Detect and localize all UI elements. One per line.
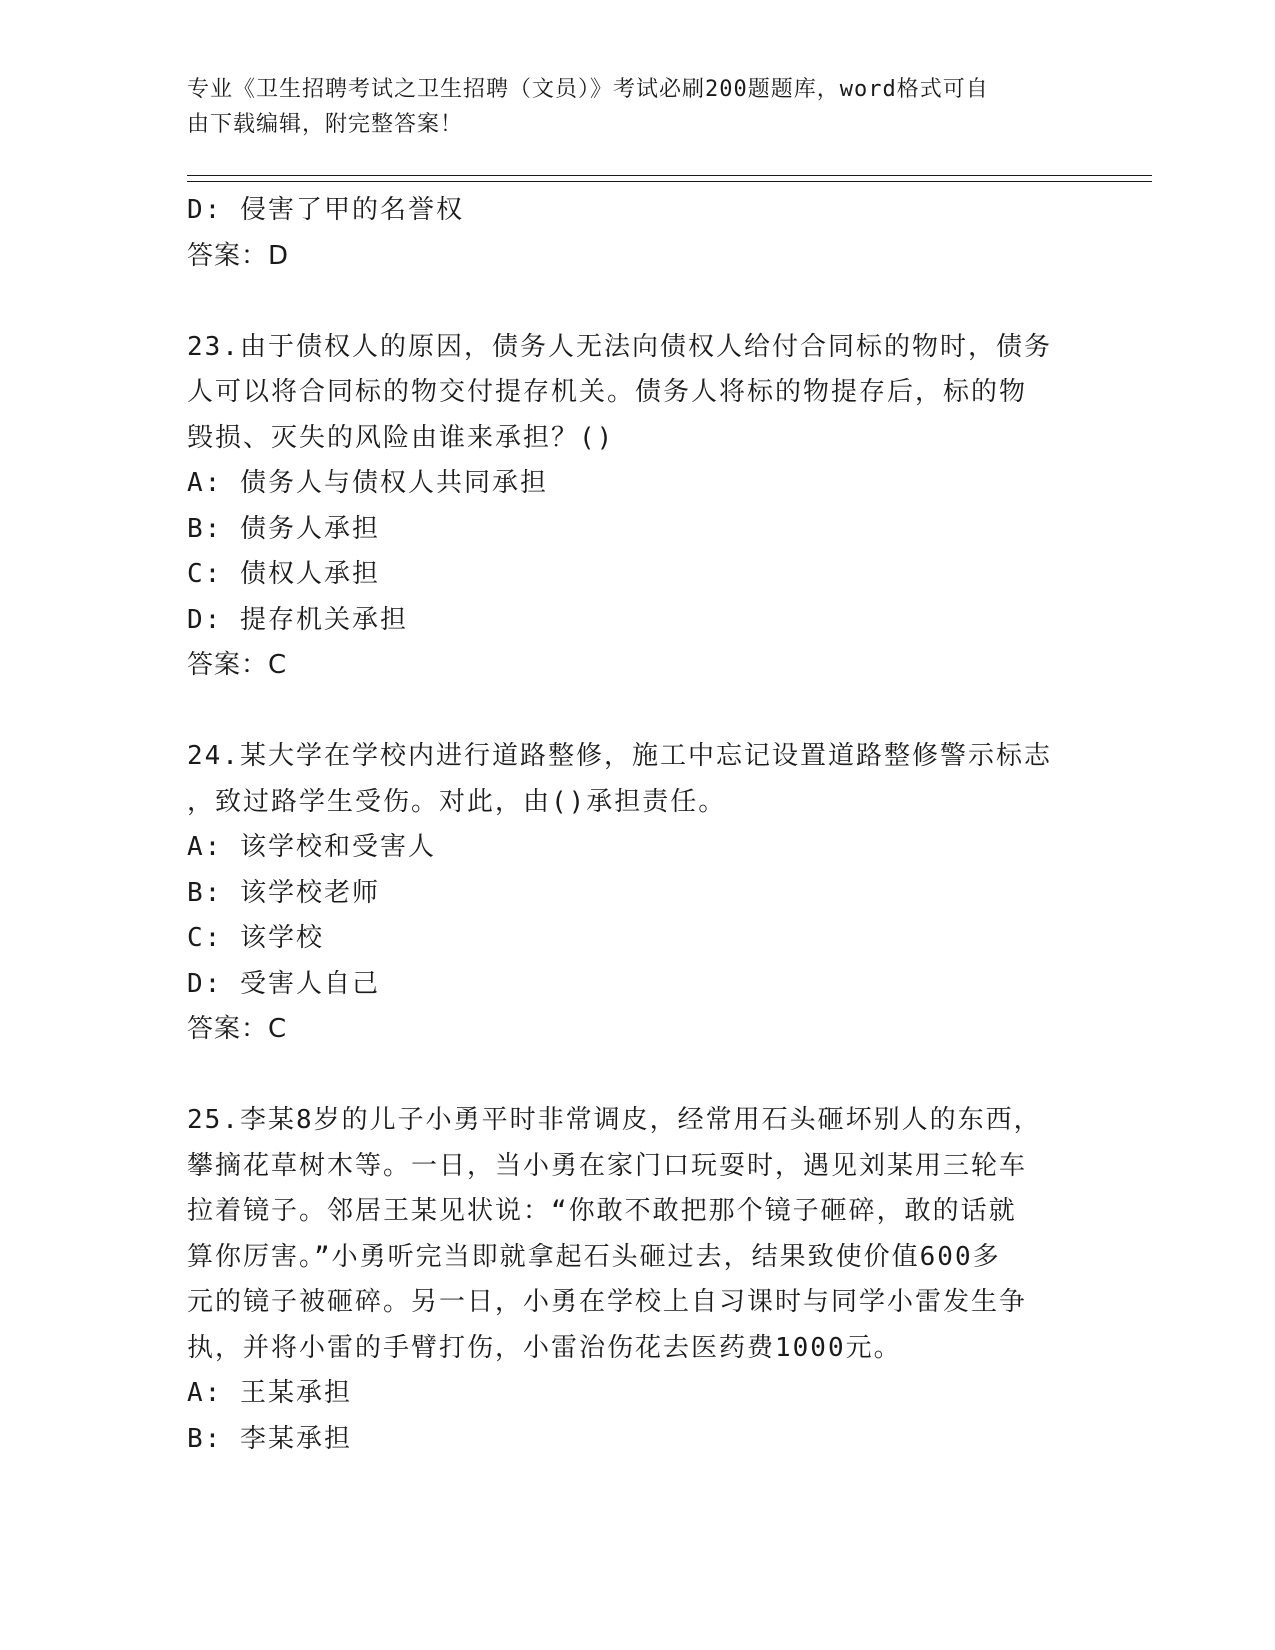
option-a: A: 债务人与债权人共同承担 bbox=[187, 468, 548, 498]
header-line-2: 由下载编辑，附完整答案！ bbox=[187, 112, 464, 137]
question-24 bbox=[187, 734, 1067, 1053]
question-23 bbox=[187, 325, 1067, 689]
question-text-line: 24.某大学在学校内进行道路整修，施工中忘记设置道路整修警示标志 bbox=[187, 741, 1052, 771]
option-d: D: 提存机关承担 bbox=[187, 604, 408, 635]
option-c: C: 债权人承担 bbox=[187, 559, 380, 589]
option-a: A: 王某承担 bbox=[187, 1378, 352, 1408]
question-text-line: 执，并将小雷的手臂打伤，小雷治伤花去医药费1000元。 bbox=[187, 1332, 902, 1363]
option-c: C: 该学校 bbox=[187, 923, 324, 953]
question-text-line: 25.李某8岁的儿子小勇平时非常调皮，经常用石头砸坏别人的东西， bbox=[187, 1105, 1042, 1135]
question-text-line: 算你厉害。”小勇听完当即就拿起石头砸过去，结果致使价值600多 bbox=[187, 1241, 1001, 1272]
answer: 答案：C bbox=[187, 1014, 288, 1044]
header-line-1: 专业《卫生招聘考试之卫生招聘（文员）》考试必刷200题题库，word格式可自 bbox=[187, 77, 989, 102]
option-d: D: 侵害了甲的名誉权 bbox=[187, 195, 464, 225]
option-d: D: 受害人自己 bbox=[187, 968, 380, 999]
option-b: B: 债务人承担 bbox=[187, 513, 380, 544]
question-text-line: ，致过路学生受伤。对此，由()承担责任。 bbox=[187, 786, 727, 817]
option-b: B: 该学校老师 bbox=[187, 877, 380, 908]
question-22-tail bbox=[187, 188, 1067, 279]
question-text-line: 元的镜子被砸碎。另一日，小勇在学校上自习课时与同学小雷发生争 bbox=[187, 1287, 1028, 1317]
document-header bbox=[187, 72, 1067, 142]
question-text-line: 23.由于债权人的原因，债务人无法向债权人给付合同标的物时，债务 bbox=[187, 331, 1052, 362]
header-rule-top bbox=[187, 175, 1152, 176]
option-b: B: 李某承担 bbox=[187, 1423, 352, 1454]
spacer bbox=[187, 689, 1067, 735]
question-text-line: 攀摘花草树木等。一日，当小勇在家门口玩耍时，遇见刘某用三轮车 bbox=[187, 1150, 1028, 1181]
answer: 答案：D bbox=[187, 240, 290, 271]
header-rule-bottom bbox=[187, 181, 1152, 182]
question-text-line: 人可以将合同标的物交付提存机关。债务人将标的物提存后，标的物 bbox=[187, 377, 1028, 407]
question-text-line: 拉着镜子。邻居王某见状说：“你敢不敢把那个镜子砸碎，敢的话就 bbox=[187, 1196, 1017, 1226]
answer: 答案：C bbox=[187, 650, 288, 680]
question-25 bbox=[187, 1098, 1067, 1462]
question-list bbox=[187, 188, 1067, 1462]
spacer bbox=[187, 1053, 1067, 1099]
option-a: A: 该学校和受害人 bbox=[187, 832, 436, 862]
question-text-line: 毁损、灭失的风险由谁来承担？() bbox=[187, 422, 615, 453]
spacer bbox=[187, 279, 1067, 325]
